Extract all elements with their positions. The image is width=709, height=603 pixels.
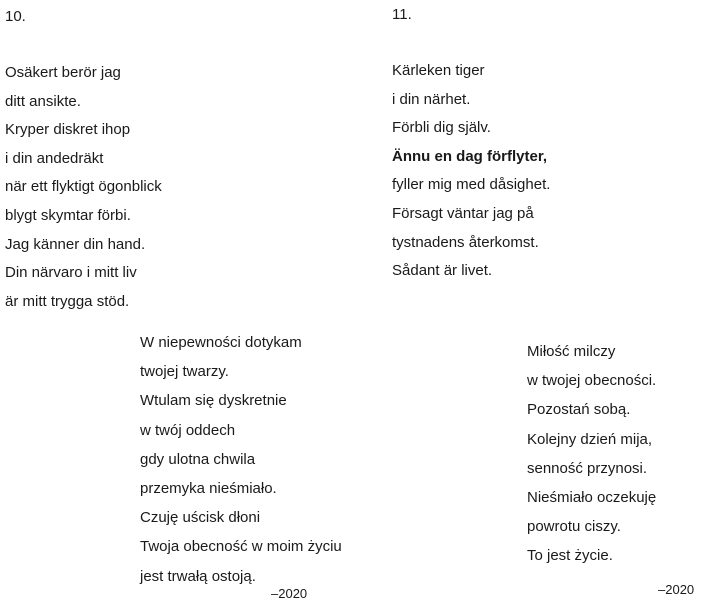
poem-11-polish-stanza	[527, 337, 656, 571]
poem-line: fyller mig med dåsighet.	[392, 176, 551, 194]
poem-line: Din närvaro i mitt liv	[5, 264, 137, 282]
poem-line: powrotu ciszy.	[527, 518, 621, 536]
poem-line: Jag känner din hand.	[5, 235, 146, 253]
poem-line: Pozostań sobą.	[527, 401, 631, 419]
poem-line: Sådant är livet.	[392, 262, 493, 280]
poem-line-bold: Ännu en dag förflyter,	[392, 147, 548, 165]
poem-line: W niepewności dotykam	[140, 334, 302, 351]
poem-line: przemyka nieśmiało.	[140, 480, 277, 498]
poem-line: jest trwałą ostoją.	[140, 567, 256, 585]
poem-line: Osäkert berör jag	[5, 64, 121, 81]
poem-line: w twój oddech	[140, 421, 236, 439]
poem-11-year: –2020	[658, 582, 695, 597]
poem-line: Nieśmiało oczekuję	[527, 489, 657, 507]
poem-line: Förbli dig själv.	[392, 119, 491, 137]
poem-11-number: 11.	[392, 6, 412, 23]
poem-line: i din närhet.	[392, 90, 471, 108]
poem-line: gdy ulotna chwila	[140, 450, 256, 468]
poem-line: Kryper diskret ihop	[5, 121, 131, 139]
poem-10-year: –2020	[271, 586, 308, 601]
poem-10-polish-stanza	[140, 328, 342, 591]
poem-line: tystnadens återkomst.	[392, 233, 539, 251]
poem-line: Kärleken tiger	[392, 62, 485, 79]
poem-line: Czuję uścisk dłoni	[140, 509, 261, 527]
poem-line: blygt skymtar förbi.	[5, 206, 131, 224]
poem-line: Kolejny dzień mija,	[527, 430, 653, 448]
poem-line: w twojej obecności.	[527, 372, 657, 390]
poem-line: är mitt trygga stöd.	[5, 292, 130, 310]
poem-line: Försagt väntar jag på	[392, 204, 534, 222]
poem-line: Miłość milczy	[527, 343, 616, 360]
poem-line: Twoja obecność w moim życiu	[140, 538, 342, 556]
poem-line: Wtulam się dyskretnie	[140, 392, 287, 410]
poem-line: i din andedräkt	[5, 149, 104, 167]
poem-10-swedish-stanza	[5, 59, 162, 316]
poem-line: To jest życie.	[527, 547, 613, 565]
poem-line: senność przynosi.	[527, 459, 648, 477]
poem-line: när ett flyktigt ögonblick	[5, 178, 162, 196]
poem-line: ditt ansikte.	[5, 92, 81, 110]
poem-line: twojej twarzy.	[140, 363, 229, 381]
poem-11-swedish-stanza	[392, 57, 550, 286]
poem-10-number: 10.	[5, 8, 26, 25]
